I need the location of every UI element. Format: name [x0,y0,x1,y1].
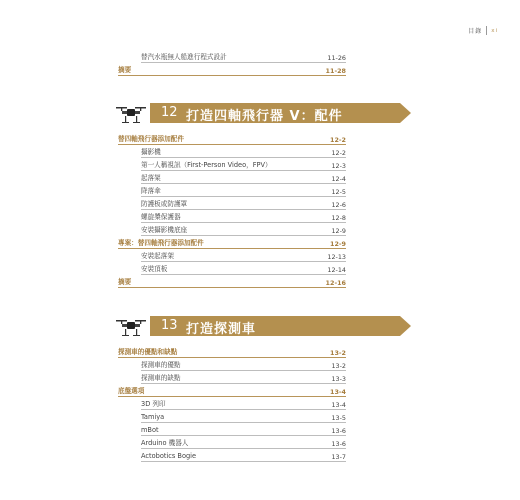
entry-page-number: 12-5 [331,187,346,196]
entry-page-number: 12-2 [331,148,346,157]
entry-label: 專案：替四軸飛行器添加配件 [118,239,204,248]
entry-page-number: 13-6 [331,439,346,448]
toc-section-entry [118,276,346,288]
entry-label: 替汽水瓶無人船進行程式設計 [141,53,227,62]
entry-page-number: 12-13 [327,252,346,261]
entry-page-number: 13-7 [331,452,346,461]
entry-label: 安裝頂板 [141,265,168,274]
entry-page-number: 12-8 [331,213,346,222]
chapter-12-banner [114,103,411,123]
entry-label: 防護板或防護罩 [141,200,188,209]
entry-page-number: 13-2 [331,361,346,370]
entry-page-number: 12-9 [331,226,346,235]
entry-label: 安裝起落架 [141,252,174,261]
entry-label: 降落傘 [141,187,161,196]
toc-subsection-entry [141,424,346,436]
entry-page-number: 12-4 [331,174,346,183]
entry-page-number: 13-6 [331,426,346,435]
chapter-12-title: 打造四軸飛行器 V：配件 [186,109,343,124]
entry-label: 探測車的缺點 [141,374,181,383]
entry-label: 第一人稱視訊（First-Person Video，FPV） [141,161,272,170]
entry-label: 探測車的優點 [141,361,181,370]
toc-subsection-entry [141,411,346,423]
header-page-number: xi [491,27,498,34]
entry-label: 底盤選項 [118,387,145,396]
entry-page-number: 12-16 [325,278,346,287]
toc-subsection-entry [141,359,346,371]
toc-subsection-entry [141,172,346,184]
quadcopter-icon [114,314,148,338]
toc-section-entry [118,237,346,249]
entry-label: Actobotics Bogie [141,452,197,461]
toc-section-entry [118,64,346,76]
entry-page-number: 13-5 [331,413,346,422]
toc-subsection-entry [141,263,346,275]
entry-label: 起落架 [141,174,161,183]
toc-subsection-entry [141,159,346,171]
entry-label: 探測車的優點和缺點 [118,348,178,357]
toc-section-entry [118,346,346,358]
entry-label: 摘要 [118,66,132,75]
entry-label: Tamiya [141,413,165,422]
toc-subsection-entry [141,398,346,410]
chapter-13-number: 13 [161,318,178,333]
entry-page-number: 13-4 [331,400,346,409]
entry-page-number: 13-4 [330,387,346,396]
running-header [468,26,498,35]
toc-subsection-entry [141,211,346,223]
entry-label: 摘要 [118,278,132,287]
entry-page-number: 12-6 [331,200,346,209]
toc-subsection-entry [141,224,346,236]
chapter-13-banner [114,316,411,336]
toc-subsection-entry [141,250,346,262]
entry-label: mBot [141,426,159,435]
entry-label: 3D 列印 [141,400,166,409]
toc-subsection-entry [141,437,346,449]
toc-subsection-entry [141,51,346,63]
header-divider [486,26,487,35]
entry-page-number: 11-28 [325,66,346,75]
toc-subsection-entry [141,146,346,158]
toc-section-entry [118,133,346,145]
header-title: 目錄 [468,28,483,35]
entry-label: Arduino 機器人 [141,439,189,448]
toc-section-entry [118,385,346,397]
toc-subsection-entry [141,372,346,384]
chapter-12-number: 12 [161,105,178,120]
entry-label: 安裝攝影機底座 [141,226,188,235]
entry-page-number: 12-9 [330,239,346,248]
entry-page-number: 12-14 [327,265,346,274]
entry-page-number: 11-26 [327,53,346,62]
chapter-13-arrow [400,316,411,336]
entry-label: 攝影機 [141,148,161,157]
entry-label: 替四軸飛行器添加配件 [118,135,184,144]
entry-label: 螺旋槳保護器 [141,213,181,222]
chapter-13-title: 打造探測車 [186,322,257,337]
toc-subsection-entry [141,450,346,462]
entry-page-number: 13-3 [331,374,346,383]
chapter-12-arrow [400,103,411,123]
entry-page-number: 12-3 [331,161,346,170]
quadcopter-icon [114,101,148,125]
entry-page-number: 12-2 [330,135,346,144]
toc-subsection-entry [141,198,346,210]
entry-page-number: 13-2 [330,348,346,357]
toc-subsection-entry [141,185,346,197]
